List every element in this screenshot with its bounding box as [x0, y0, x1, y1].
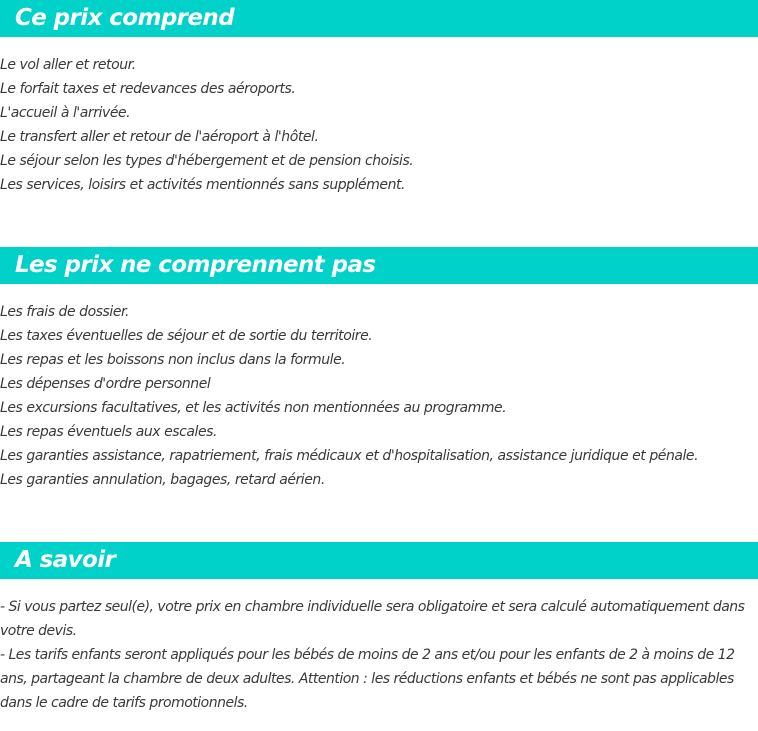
list-item: Le vol aller et retour.	[0, 57, 136, 73]
list-item: Les repas éventuels aux escales.	[0, 424, 217, 440]
section-title: Ce prix comprend	[0, 0, 758, 37]
excluded-list	[0, 284, 758, 492]
list-item: Les dépenses d'ordre personnel	[0, 376, 211, 392]
note-paragraph: - Les tarifs enfants seront appliqués pour les bébés de moins de 2 ans et/ou pour les enfants de 2 à moins de 12 ans, partageant la chambre de deux adultes. Attention : les réductions enfants et bébés ne sont pas applicables dans le cadre de tarifs promotionnels.	[0, 647, 735, 711]
list-item: Les excursions facultatives, et les activités non mentionnées au programme.	[0, 400, 507, 416]
section-title: Les prix ne comprennent pas	[0, 247, 758, 284]
note-paragraph: - Si vous partez seul(e), votre prix en chambre individuelle sera obligatoire et sera calculé automatiquement dans votre devis.	[0, 599, 745, 639]
notes-list	[0, 579, 758, 715]
list-item: L'accueil à l'arrivée.	[0, 105, 131, 121]
section-price-includes	[0, 0, 758, 197]
list-item: Les repas et les boissons non inclus dans la formule.	[0, 352, 346, 368]
list-item: Le séjour selon les types d'hébergement et de pension choisis.	[0, 153, 414, 169]
included-list	[0, 37, 758, 197]
list-item: Le transfert aller et retour de l'aéroport à l'hôtel.	[0, 129, 319, 145]
list-item: Le forfait taxes et redevances des aéroports.	[0, 81, 296, 97]
list-item: Les services, loisirs et activités mentionnés sans supplément.	[0, 177, 406, 193]
list-item: Les garanties annulation, bagages, retard aérien.	[0, 472, 325, 488]
section-price-excludes	[0, 247, 758, 492]
section-good-to-know	[0, 542, 758, 715]
list-item: Les taxes éventuelles de séjour et de sortie du territoire.	[0, 328, 373, 344]
list-item: Les frais de dossier.	[0, 304, 130, 320]
list-item: Les garanties assistance, rapatriement, frais médicaux et d'hospitalisation, assistance juridique et pénale.	[0, 448, 699, 464]
section-title: A savoir	[0, 542, 758, 579]
